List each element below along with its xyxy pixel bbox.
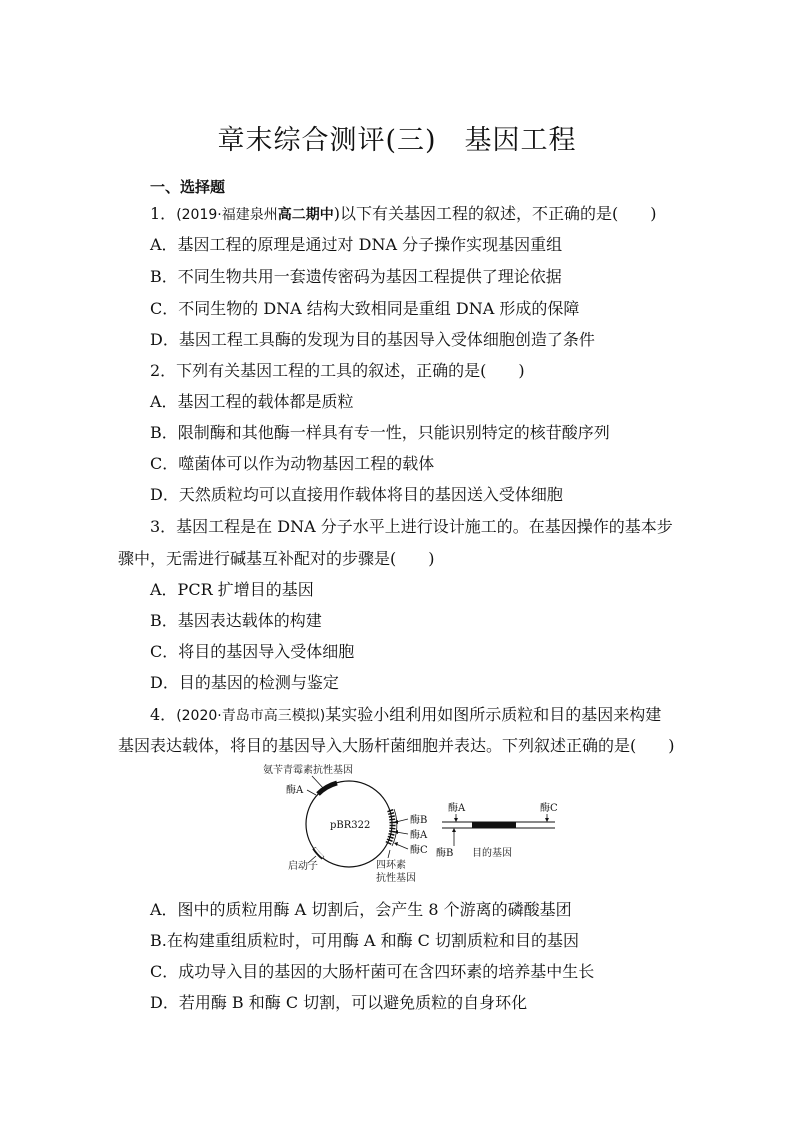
question-3-stem-line2: 骤中，无需进行碱基互补配对的步骤是( ): [118, 549, 435, 568]
question-2-stem: 2．下列有关基因工程的工具的叙述，正确的是( ): [150, 361, 525, 380]
plasmid-figure: [250, 762, 570, 887]
plasmid-enzyme-a2-label: 酶A: [410, 830, 428, 841]
question-1-source-bold: 高二期中: [277, 207, 334, 223]
tet-gene-label-line2: 抗性基因: [376, 873, 416, 884]
plasmid-name: pBR322: [330, 820, 371, 831]
question-4-stem-line2: 基因表达载体，将目的基因导入大肠杆菌细胞并表达。下列叙述正确的是( ): [118, 736, 675, 755]
amp-gene-label: 氨苄青霉素抗性基因: [263, 765, 353, 776]
question-1-number: 1．: [150, 204, 177, 223]
question-4-stem-text: 某实验小组利用如图所示质粒和目的基因来构建: [325, 705, 662, 724]
question-4-stem-line1: [150, 704, 661, 727]
question-2-option-d: D．天然质粒均可以直接用作载体将目的基因送入受体细胞: [150, 485, 563, 504]
question-3-stem-line1: 3．基因工程是在 DNA 分子水平上进行设计施工的。在基因操作的基本步: [150, 517, 673, 536]
promoter-label: 启动子: [288, 861, 318, 872]
question-4-option-b: B.在构建重组质粒时，可用酶 A 和酶 C 切割质粒和目的基因: [150, 931, 579, 950]
question-1-option-a: A．基因工程的原理是通过对 DNA 分子操作实现基因重组: [150, 235, 563, 254]
question-3-option-a: A．PCR 扩增目的基因: [150, 580, 314, 599]
question-1-stem: [150, 203, 656, 226]
question-1-option-d: D．基因工程工具酶的发现为目的基因导入受体细胞创造了条件: [150, 330, 595, 349]
question-4-option-a: A．图中的质粒用酶 A 切割后，会产生 8 个游离的磷酸基团: [150, 900, 572, 919]
amp-resistance-gene: [318, 783, 337, 794]
target-gene-label: 目的基因: [472, 848, 512, 859]
plasmid-diagram: [250, 762, 570, 887]
section-heading: 一、选择题: [150, 178, 226, 196]
fragment-enzyme-b-label: 酶B: [436, 848, 454, 859]
question-4-option-d: D．若用酶 B 和酶 C 切割，可以避免质粒的自身环化: [150, 993, 528, 1012]
question-3-option-d: D．目的基因的检测与鉴定: [150, 673, 339, 692]
question-4-source: (2020·青岛市高三模拟): [176, 708, 326, 724]
plasmid-enzyme-b-label: 酶B: [410, 815, 428, 826]
question-1-stem-text: )以下有关基因工程的叙述，不正确的是( ): [333, 204, 657, 223]
question-3-option-b: B．基因表达载体的构建: [150, 611, 322, 630]
plasmid-enzyme-c-label: 酶C: [410, 845, 428, 856]
page-title: 章末综合测评(三) 基因工程: [217, 125, 577, 156]
question-1-option-b: B．不同生物共用一套遗传密码为基因工程提供了理论依据: [150, 267, 562, 286]
fragment-enzyme-a-label: 酶A: [448, 803, 466, 814]
question-3-option-c: C．将目的基因导入受体细胞: [150, 642, 355, 661]
question-2-option-b: B．限制酶和其他酶一样具有专一性，只能识别特定的核苷酸序列: [150, 423, 610, 442]
question-2-option-c: C．噬菌体可以作为动物基因工程的载体: [150, 454, 435, 473]
fragment-enzyme-c-label: 酶C: [540, 803, 558, 814]
plasmid-enzyme-a-label: 酶A: [286, 785, 304, 796]
target-gene-segment: [472, 822, 516, 828]
question-2-option-a: A．基因工程的载体都是质粒: [150, 392, 354, 411]
question-1-option-c: C．不同生物的 DNA 结构大致相同是重组 DNA 形成的保障: [150, 299, 580, 318]
tet-gene-label-line1: 四环素: [376, 860, 406, 871]
question-4-option-c: C．成功导入目的基因的大肠杆菌可在含四环素的培养基中生长: [150, 962, 595, 981]
question-1-source: (2019·福建泉州: [176, 207, 278, 223]
question-4-number: 4．: [150, 705, 177, 724]
